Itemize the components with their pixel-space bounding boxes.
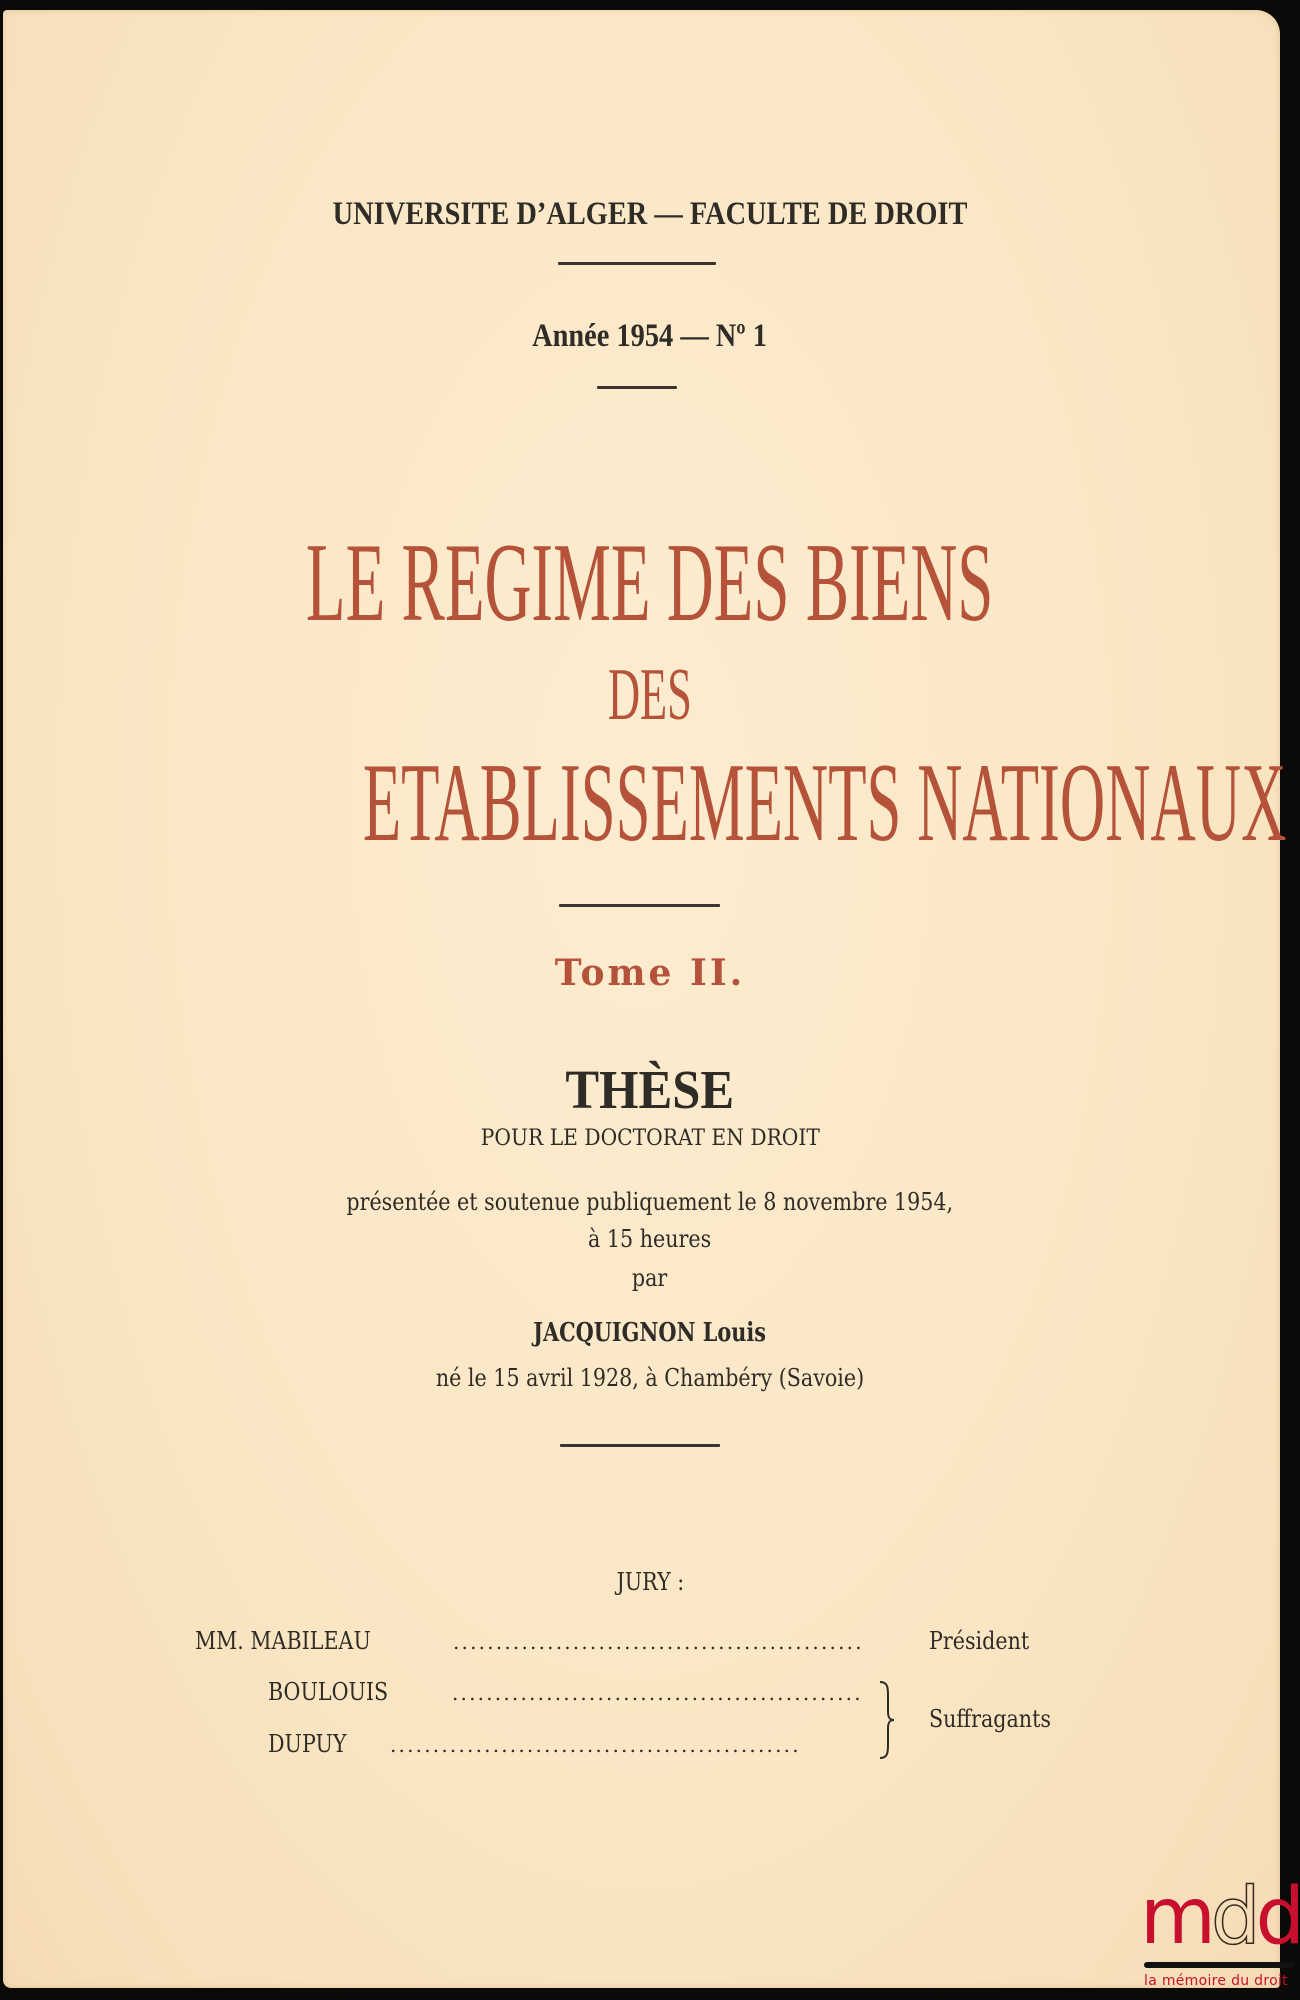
brace-icon xyxy=(876,1680,898,1760)
jury-member xyxy=(268,1678,408,1706)
divider-rule xyxy=(597,386,677,389)
institution-heading xyxy=(0,196,1300,233)
jury-role-text: Suffragants xyxy=(929,1705,1051,1733)
author-name xyxy=(0,1318,1300,1348)
thesis-subtitle-text: POUR LE DOCTORAT EN DROIT xyxy=(480,1126,820,1151)
defense-line-1 xyxy=(0,1188,1300,1216)
defense-line-2 xyxy=(0,1225,1300,1253)
logo-bar xyxy=(1144,1962,1294,1968)
divider-rule xyxy=(560,1444,720,1447)
institution-text: UNIVERSITE D’ALGER — FACULTE DE DROIT xyxy=(332,196,968,232)
defense-line-1-text: présentée et soutenue publiquement le 8 novembre 1954, xyxy=(346,1188,954,1216)
jury-role-president xyxy=(929,1627,1045,1655)
leader-dots: ................................................ xyxy=(453,1630,864,1654)
leader-dots: ................................................ xyxy=(452,1681,863,1705)
jury-role-text: Président xyxy=(929,1627,1030,1655)
jury-member-president xyxy=(195,1627,399,1655)
title-line-3-text: ETABLISSEMENTS NATIONAUX xyxy=(362,741,1287,865)
jury-heading-text: JURY : xyxy=(616,1568,684,1596)
divider-rule xyxy=(558,262,716,265)
jury-heading xyxy=(0,1568,1300,1596)
title-line-2-text: DES xyxy=(608,654,692,736)
title-line-3 xyxy=(0,741,1300,865)
author-name-text: JACQUIGNON Louis xyxy=(533,1318,767,1348)
logo-tagline: la mémoire du droit xyxy=(1144,1973,1288,1989)
mdd-logo xyxy=(1140,1872,1300,1989)
leader-dots: ................................................ xyxy=(390,1733,801,1757)
by-label xyxy=(0,1264,1300,1292)
title-line-2 xyxy=(0,654,1300,736)
jury-name: MABILEAU xyxy=(250,1627,371,1655)
defense-line-2-text: à 15 heures xyxy=(588,1225,712,1253)
volume-label: Tome II. xyxy=(554,952,746,994)
thesis-subtitle xyxy=(0,1126,1300,1151)
jury-prefix: MM. xyxy=(195,1627,244,1655)
jury-role-suffragants xyxy=(929,1705,1071,1733)
title-line-1-text: LE REGIME DES BIENS xyxy=(306,521,994,645)
thesis-heading-text: THÈSE xyxy=(565,1059,735,1120)
divider-rule xyxy=(559,904,720,907)
logo-wordmark xyxy=(1140,1872,1300,1962)
year-number-text: Année 1954 — Nº 1 xyxy=(532,318,768,354)
logo-letter-outline: d xyxy=(1210,1872,1256,1962)
thesis-heading xyxy=(0,1058,1300,1121)
logo-letter: d xyxy=(1255,1872,1300,1962)
jury-member xyxy=(268,1730,359,1758)
year-number xyxy=(0,318,1300,355)
author-birth xyxy=(0,1364,1300,1392)
jury-name: BOULOUIS xyxy=(268,1678,389,1706)
jury-name: DUPUY xyxy=(268,1730,347,1758)
logo-letter: m xyxy=(1140,1872,1211,1962)
title-line-1 xyxy=(0,521,1300,645)
by-label-text: par xyxy=(632,1264,668,1292)
author-birth-text: né le 15 avril 1928, à Chambéry (Savoie) xyxy=(435,1364,865,1392)
